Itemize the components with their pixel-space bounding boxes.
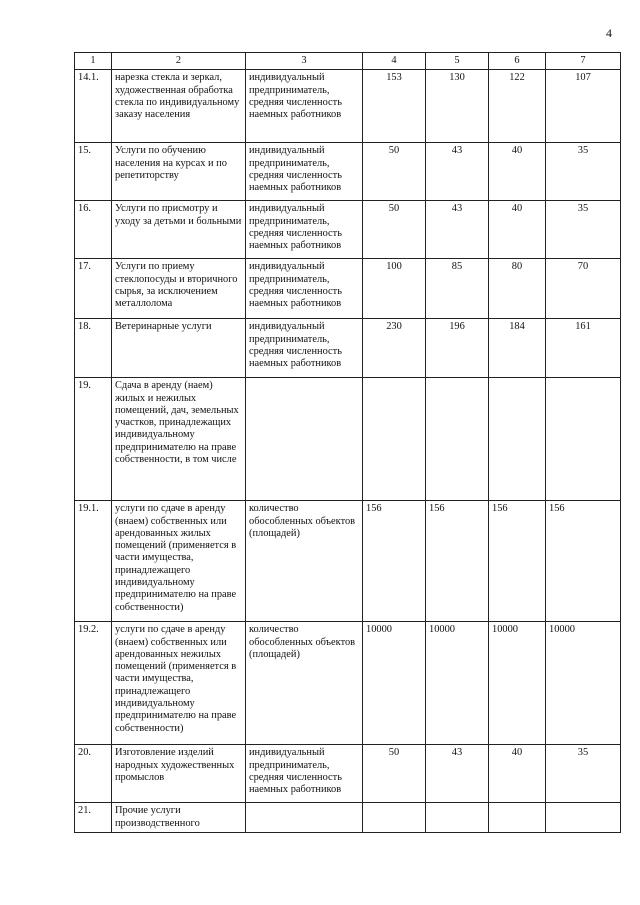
indicator: количество обособленных объектов (площадей) [246,622,363,745]
value-col-7: 70 [546,259,621,319]
indicator: количество обособленных объектов (площадей) [246,501,363,622]
service-name: нарезка стекла и зеркал, художественная обработка стекла по индивидуальному заказу населения [112,70,246,143]
service-name: Ветеринарные услуги [112,319,246,378]
value-col-6 [489,378,546,501]
row-number: 18. [75,319,112,378]
table-row [75,803,621,833]
row-number: 21. [75,803,112,833]
value-col-6 [489,803,546,833]
header-cell-7: 7 [546,53,621,70]
value-col-6: 40 [489,745,546,803]
row-number: 17. [75,259,112,319]
value-col-7 [546,378,621,501]
header-cell-5: 5 [426,53,489,70]
value-col-7 [546,803,621,833]
service-name: Услуги по приему стеклопосуды и вторичного сырья, за исключением металлолома [112,259,246,319]
service-name: Услуги по обучению населения на курсах и по репетиторству [112,143,246,201]
indicator: индивидуальный предприниматель, средняя численность наемных работников [246,70,363,143]
table-row [75,745,621,803]
table-row [75,501,621,622]
service-name: Услуги по присмотру и уходу за детьми и больными [112,201,246,259]
row-number: 14.1. [75,70,112,143]
value-col-7: 35 [546,201,621,259]
row-number: 16. [75,201,112,259]
value-col-6: 184 [489,319,546,378]
table-row [75,70,621,143]
header-cell-2: 2 [112,53,246,70]
value-col-5: 43 [426,201,489,259]
value-col-5: 85 [426,259,489,319]
row-number: 19. [75,378,112,501]
value-col-5 [426,803,489,833]
value-col-4 [363,803,426,833]
header-cell-3: 3 [246,53,363,70]
value-col-5: 130 [426,70,489,143]
value-col-6: 156 [489,501,546,622]
value-col-6: 40 [489,143,546,201]
header-cell-4: 4 [363,53,426,70]
row-number: 19.1. [75,501,112,622]
indicator: индивидуальный предприниматель, средняя численность наемных работников [246,143,363,201]
value-col-4: 10000 [363,622,426,745]
value-col-4: 153 [363,70,426,143]
page-number: 4 [606,26,612,40]
indicator [246,803,363,833]
indicator: индивидуальный предприниматель, средняя численность наемных работников [246,259,363,319]
tariff-table [74,52,621,833]
table-row [75,201,621,259]
service-name: услуги по сдаче в аренду (внаем) собственных или арендованных нежилых помещений (применяется в части имущества, принадлежащего индивидуальному предпринимателю на праве собственности) [112,622,246,745]
service-name: Сдача в аренду (наем) жилых и нежилых помещений, дач, земельных участков, принадлежащих индивидуальному предпринимателю на праве собственности, в том числе [112,378,246,501]
value-col-7: 161 [546,319,621,378]
value-col-6: 40 [489,201,546,259]
value-col-6: 10000 [489,622,546,745]
table-row [75,622,621,745]
service-name: Прочие услуги производственного [112,803,246,833]
service-name: Изготовление изделий народных художественных промыслов [112,745,246,803]
service-name: услуги по сдаче в аренду (внаем) собственных или арендованных жилых помещений (применяется в части имущества, принадлежащего индивидуальному предпринимателю на праве собственности) [112,501,246,622]
header-cell-6: 6 [489,53,546,70]
value-col-4 [363,378,426,501]
value-col-7: 10000 [546,622,621,745]
row-number: 20. [75,745,112,803]
value-col-7: 107 [546,70,621,143]
row-number: 19.2. [75,622,112,745]
value-col-6: 80 [489,259,546,319]
value-col-5: 43 [426,745,489,803]
value-col-5: 156 [426,501,489,622]
value-col-5 [426,378,489,501]
value-col-5: 10000 [426,622,489,745]
table-body [75,53,621,833]
value-col-6: 122 [489,70,546,143]
value-col-7: 156 [546,501,621,622]
table-row [75,378,621,501]
indicator: индивидуальный предприниматель, средняя численность наемных работников [246,745,363,803]
value-col-7: 35 [546,143,621,201]
table-row [75,319,621,378]
indicator: индивидуальный предприниматель, средняя численность наемных работников [246,201,363,259]
value-col-4: 100 [363,259,426,319]
value-col-7: 35 [546,745,621,803]
header-cell-1: 1 [75,53,112,70]
header-row [75,53,621,70]
indicator [246,378,363,501]
value-col-4: 230 [363,319,426,378]
value-col-4: 50 [363,143,426,201]
value-col-5: 43 [426,143,489,201]
value-col-5: 196 [426,319,489,378]
indicator: индивидуальный предприниматель, средняя численность наемных работников [246,319,363,378]
table-row [75,143,621,201]
table-row [75,259,621,319]
value-col-4: 156 [363,501,426,622]
value-col-4: 50 [363,201,426,259]
row-number: 15. [75,143,112,201]
value-col-4: 50 [363,745,426,803]
